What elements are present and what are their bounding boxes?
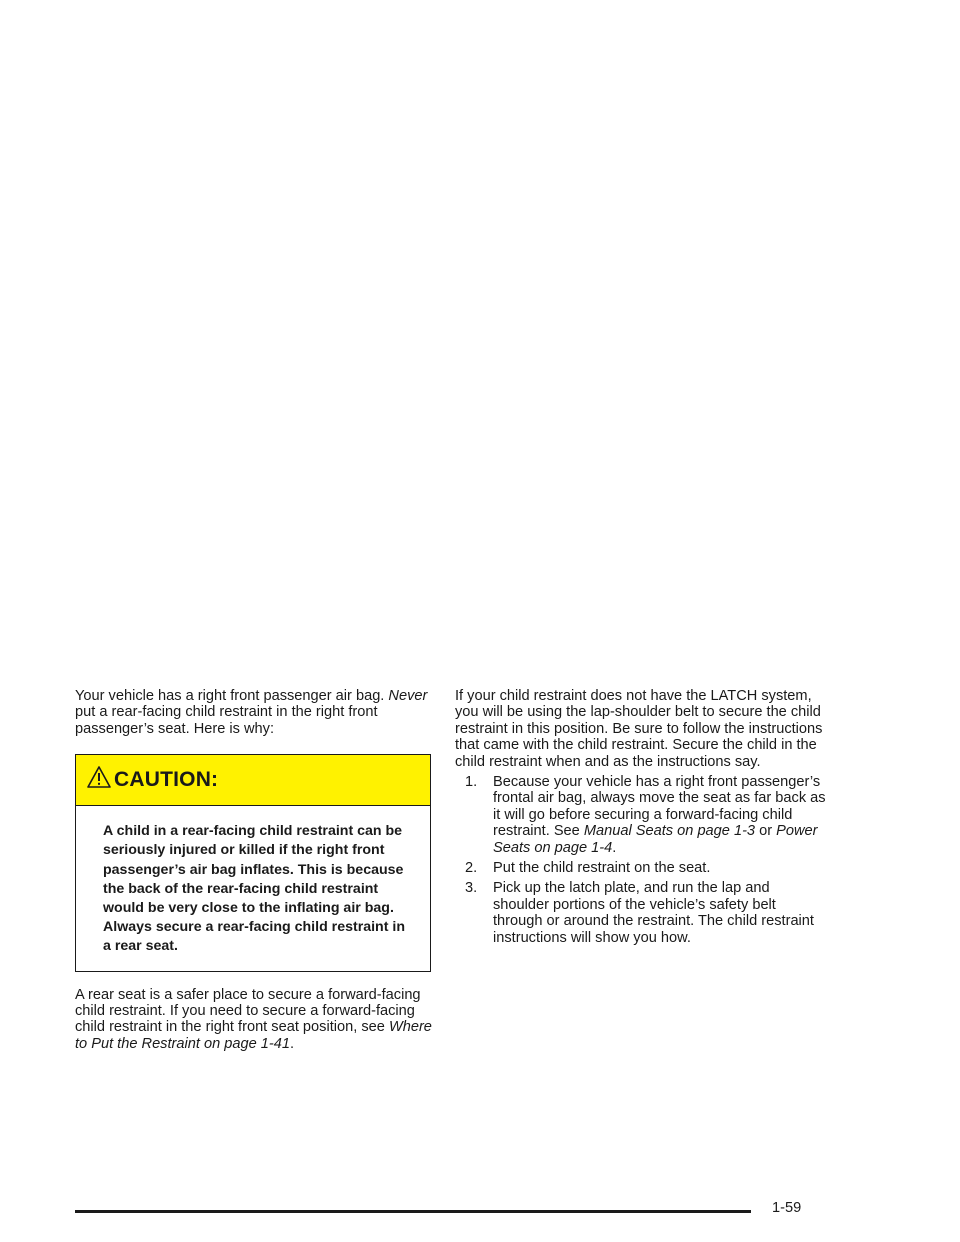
never-emphasis: Never: [388, 688, 428, 704]
caution-box: [75, 754, 431, 971]
step-number: 1.: [465, 774, 478, 791]
step-text: Pick up the latch plate, and run the lap and shoulder portions of the vehicle’s safety belt through or around the restraint. The child restraint instructions will show you how.: [493, 880, 814, 946]
manual-seats-link: Manual Seats on page 1-3: [583, 823, 756, 840]
steps-list: [455, 774, 827, 946]
step-number: 3.: [465, 880, 478, 897]
caution-text: A child in a rear-facing child restraint can be seriously injured or killed if the right front passenger’s air bag inflates. This is because the back of the rear-facing child restraint would be very close to the inflating air bag. Always secure a rear-facing child restraint in a rear seat.: [103, 823, 405, 955]
step-text: Because your vehicle has a right front passenger’s frontal air bag, always move the seat as far back as it will go before securing a forward-facing child restraint. See Manual Seats on page 1-3 or Power Seats on page 1-4.: [493, 774, 826, 856]
list-item: [455, 860, 827, 876]
caution-title: CAUTION:: [114, 768, 219, 792]
right-column: [455, 688, 827, 950]
rear-seat-paragraph: A rear seat is a safer place to secure a forward-facing child restraint. If you need to secure a forward-facing child restraint in the right front seat position, see Where to Put the Restraint on page 1-41.: [75, 986, 432, 1052]
step-text: Put the child restraint on the seat.: [493, 860, 711, 877]
warning-triangle-icon: [86, 764, 112, 790]
latch-paragraph: If your child restraint does not have the LATCH system, you will be using the lap-shoulder belt to secure the child restraint in this position. Be sure to follow the instructions that came with the child restraint. Secure the child in the child restraint when and as the instructions say.: [455, 688, 823, 770]
power-seats-link: Power Seats on page 1-4: [493, 823, 818, 856]
list-item: [455, 774, 827, 856]
where-to-put-link: Where to Put the Restraint on page 1-41: [75, 1019, 432, 1052]
left-column: [75, 688, 435, 1052]
footer-rule: [75, 1210, 751, 1213]
caution-header: [76, 755, 430, 806]
page-number: 1-59: [772, 1200, 802, 1216]
list-item: [455, 880, 827, 946]
intro-paragraph: Your vehicle has a right front passenger air bag. Never put a rear-facing child restraint in the right front passenger’s seat. Here is why:: [75, 688, 428, 737]
step-number: 2.: [465, 860, 478, 877]
